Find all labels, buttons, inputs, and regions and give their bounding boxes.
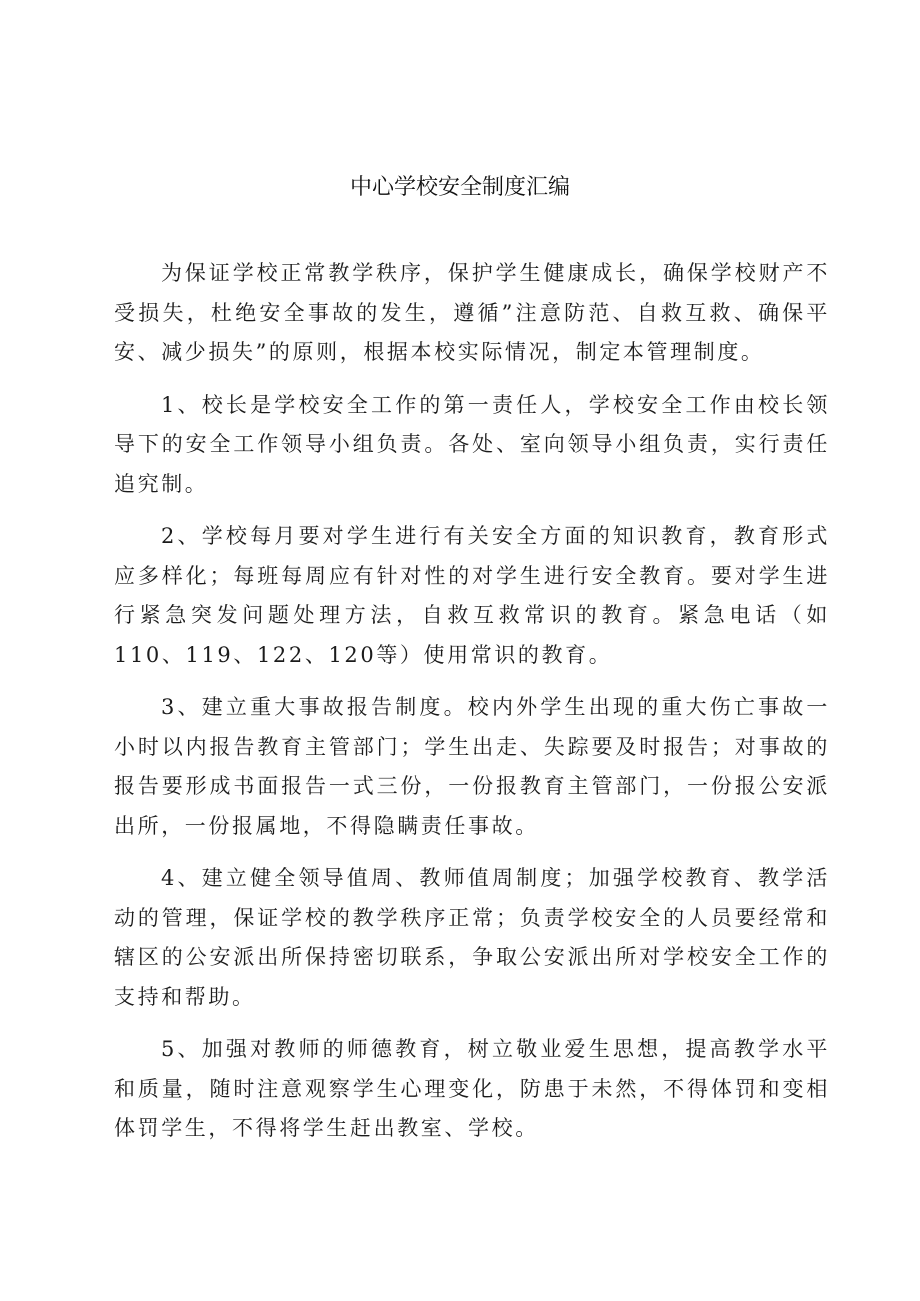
rule-paragraph-4: 4、建立健全领导值周、教师值周制度；加强学校教育、教学活动的管理，保证学校的教学秩序正常；负责学校安全的人员要经常和辖区的公安派出所保持密切联系，争取公安派出所对学校安全工作的支持和帮助。 xyxy=(114,866,830,1009)
rule-paragraph-3: 3、建立重大事故报告制度。校内外学生出现的重大伤亡事故一小时以内报告教育主管部门；学生出走、失踪要及时报告；对事故的报告要形成书面报告一式三份，一份报教育主管部门，一份报公安派出所，一份报属地，不得隐瞒责任事故。 xyxy=(114,695,830,838)
rule-paragraph-1: 1、校长是学校安全工作的第一责任人，学校安全工作由校长领导下的安全工作领导小组负责。各处、室向领导小组负责，实行责任追究制。 xyxy=(114,392,830,496)
rule-paragraph-2: 2、学校每月要对学生进行有关安全方面的知识教育，教育形式应多样化；每班每周应有针对性的对学生进行安全教育。要对学生进行紧急突发问题处理方法，自救互救常识的教育。紧急电话（如110、119、122、120等）使用常识的教育。 xyxy=(114,524,830,667)
rule-paragraph-5: 5、加强对教师的师德教育，树立敬业爱生思想，提高教学水平和质量，随时注意观察学生心理变化，防患于未然，不得体罚和变相体罚学生，不得将学生赶出教室、学校。 xyxy=(114,1037,830,1140)
intro-paragraph: 为保证学校正常教学秩序，保护学生健康成长，确保学校财产不受损失，杜绝安全事故的发生，遵循”注意防范、自救互救、确保平安、减少损失”的原则，根据本校实际情况，制定本管理制度。 xyxy=(114,261,830,364)
page-title: 中心学校安全制度汇编 xyxy=(349,175,570,200)
document-body xyxy=(114,254,830,1149)
